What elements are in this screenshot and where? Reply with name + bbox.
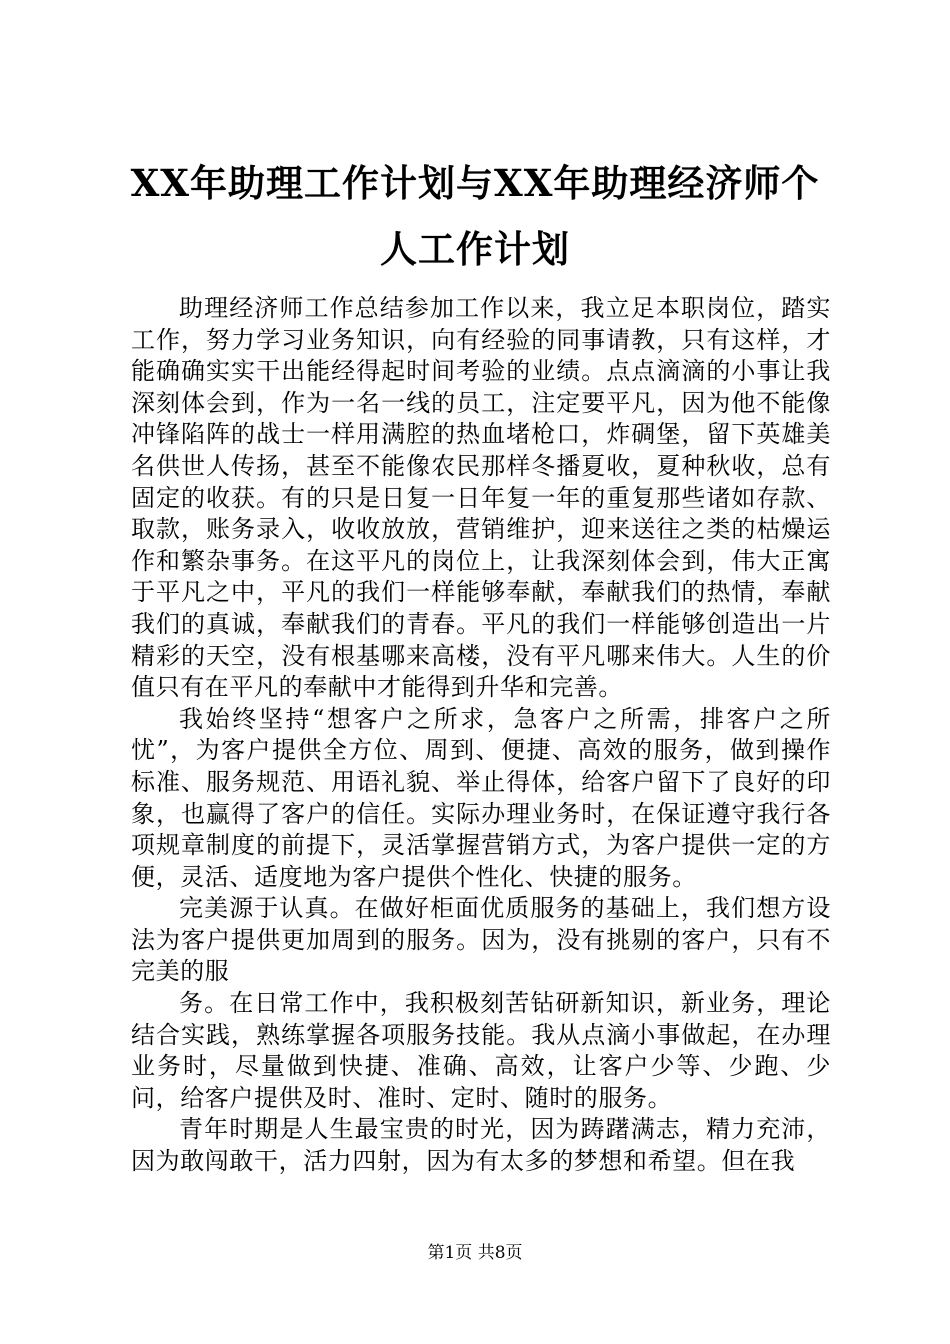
paragraph-1: 助理经济师工作总结参加工作以来，我立足本职岗位，踏实工作，努力学习业务知识，向有经验的同事请教，只有这样，才能确确实实干出能经得起时间考验的业绩。点点滴滴的小事让我深刻体会到，作为一名一线的员工，注定要平凡，因为他不能像冲锋陷阵的战士一样用满腔的热血堵枪口，炸碉堡，留下英雄美名供世人传扬，甚至不能像农民那样冬播夏收，夏种秋收，总有固定的收获。有的只是日复一日年复一年的重复那些诸如存款、取款，账务录入，收收放放，营销维护，迎来送往之类的枯燥运作和繁杂事务。在这平凡的岗位上，让我深刻体会到，伟大正寓于平凡之中，平凡的我们一样能够奉献，奉献我们的热情，奉献我们的真诚，奉献我们的青春。平凡的我们一样能够创造出一片精彩的天空，没有根基哪来高楼，没有平凡哪来伟大。人生的价值只有在平凡的奉献中才能得到升华和完善。 — [131, 294, 831, 702]
document-body — [131, 293, 831, 1178]
paragraph-4: 务。在日常工作中，我积极刻苦钻研新知识，新业务，理论结合实践，熟练掌握各项服务技能。我从点滴小事做起，在办理业务时，尽量做到快捷、准确、高效，让客户少等、少跑、少问，给客户提供及时、准时、定时、随时的服务。 — [131, 989, 831, 1112]
paragraph-2: 我始终坚持“想客户之所求，急客户之所需，排客户之所忧”，为客户提供全方位、周到、便捷、高效的服务，做到操作标准、服务规范、用语礼貌、举止得体，给客户留下了良好的印象，也赢得了客户的信任。实际办理业务时，在保证遵守我行各项规章制度的前提下，灵活掌握营销方式，为客户提供一定的方便，灵活、适度地为客户提供个性化、快捷的服务。 — [131, 704, 831, 891]
document-title: XX年助理工作计划与XX年助理经济师个人工作计划 — [130, 161, 820, 271]
paragraph-3: 完美源于认真。在做好柜面优质服务的基础上，我们想方设法为客户提供更加周到的服务。因为，没有挑剔的客户，只有不完美的服 — [131, 894, 831, 986]
page-number-footer: 第1页 共8页 — [427, 1243, 523, 1263]
paragraph-5: 青年时期是人生最宝贵的时光，因为踌躇满志，精力充沛，因为敢闯敢干，活力四射，因为有太多的梦想和希望。但在我 — [131, 1115, 831, 1176]
